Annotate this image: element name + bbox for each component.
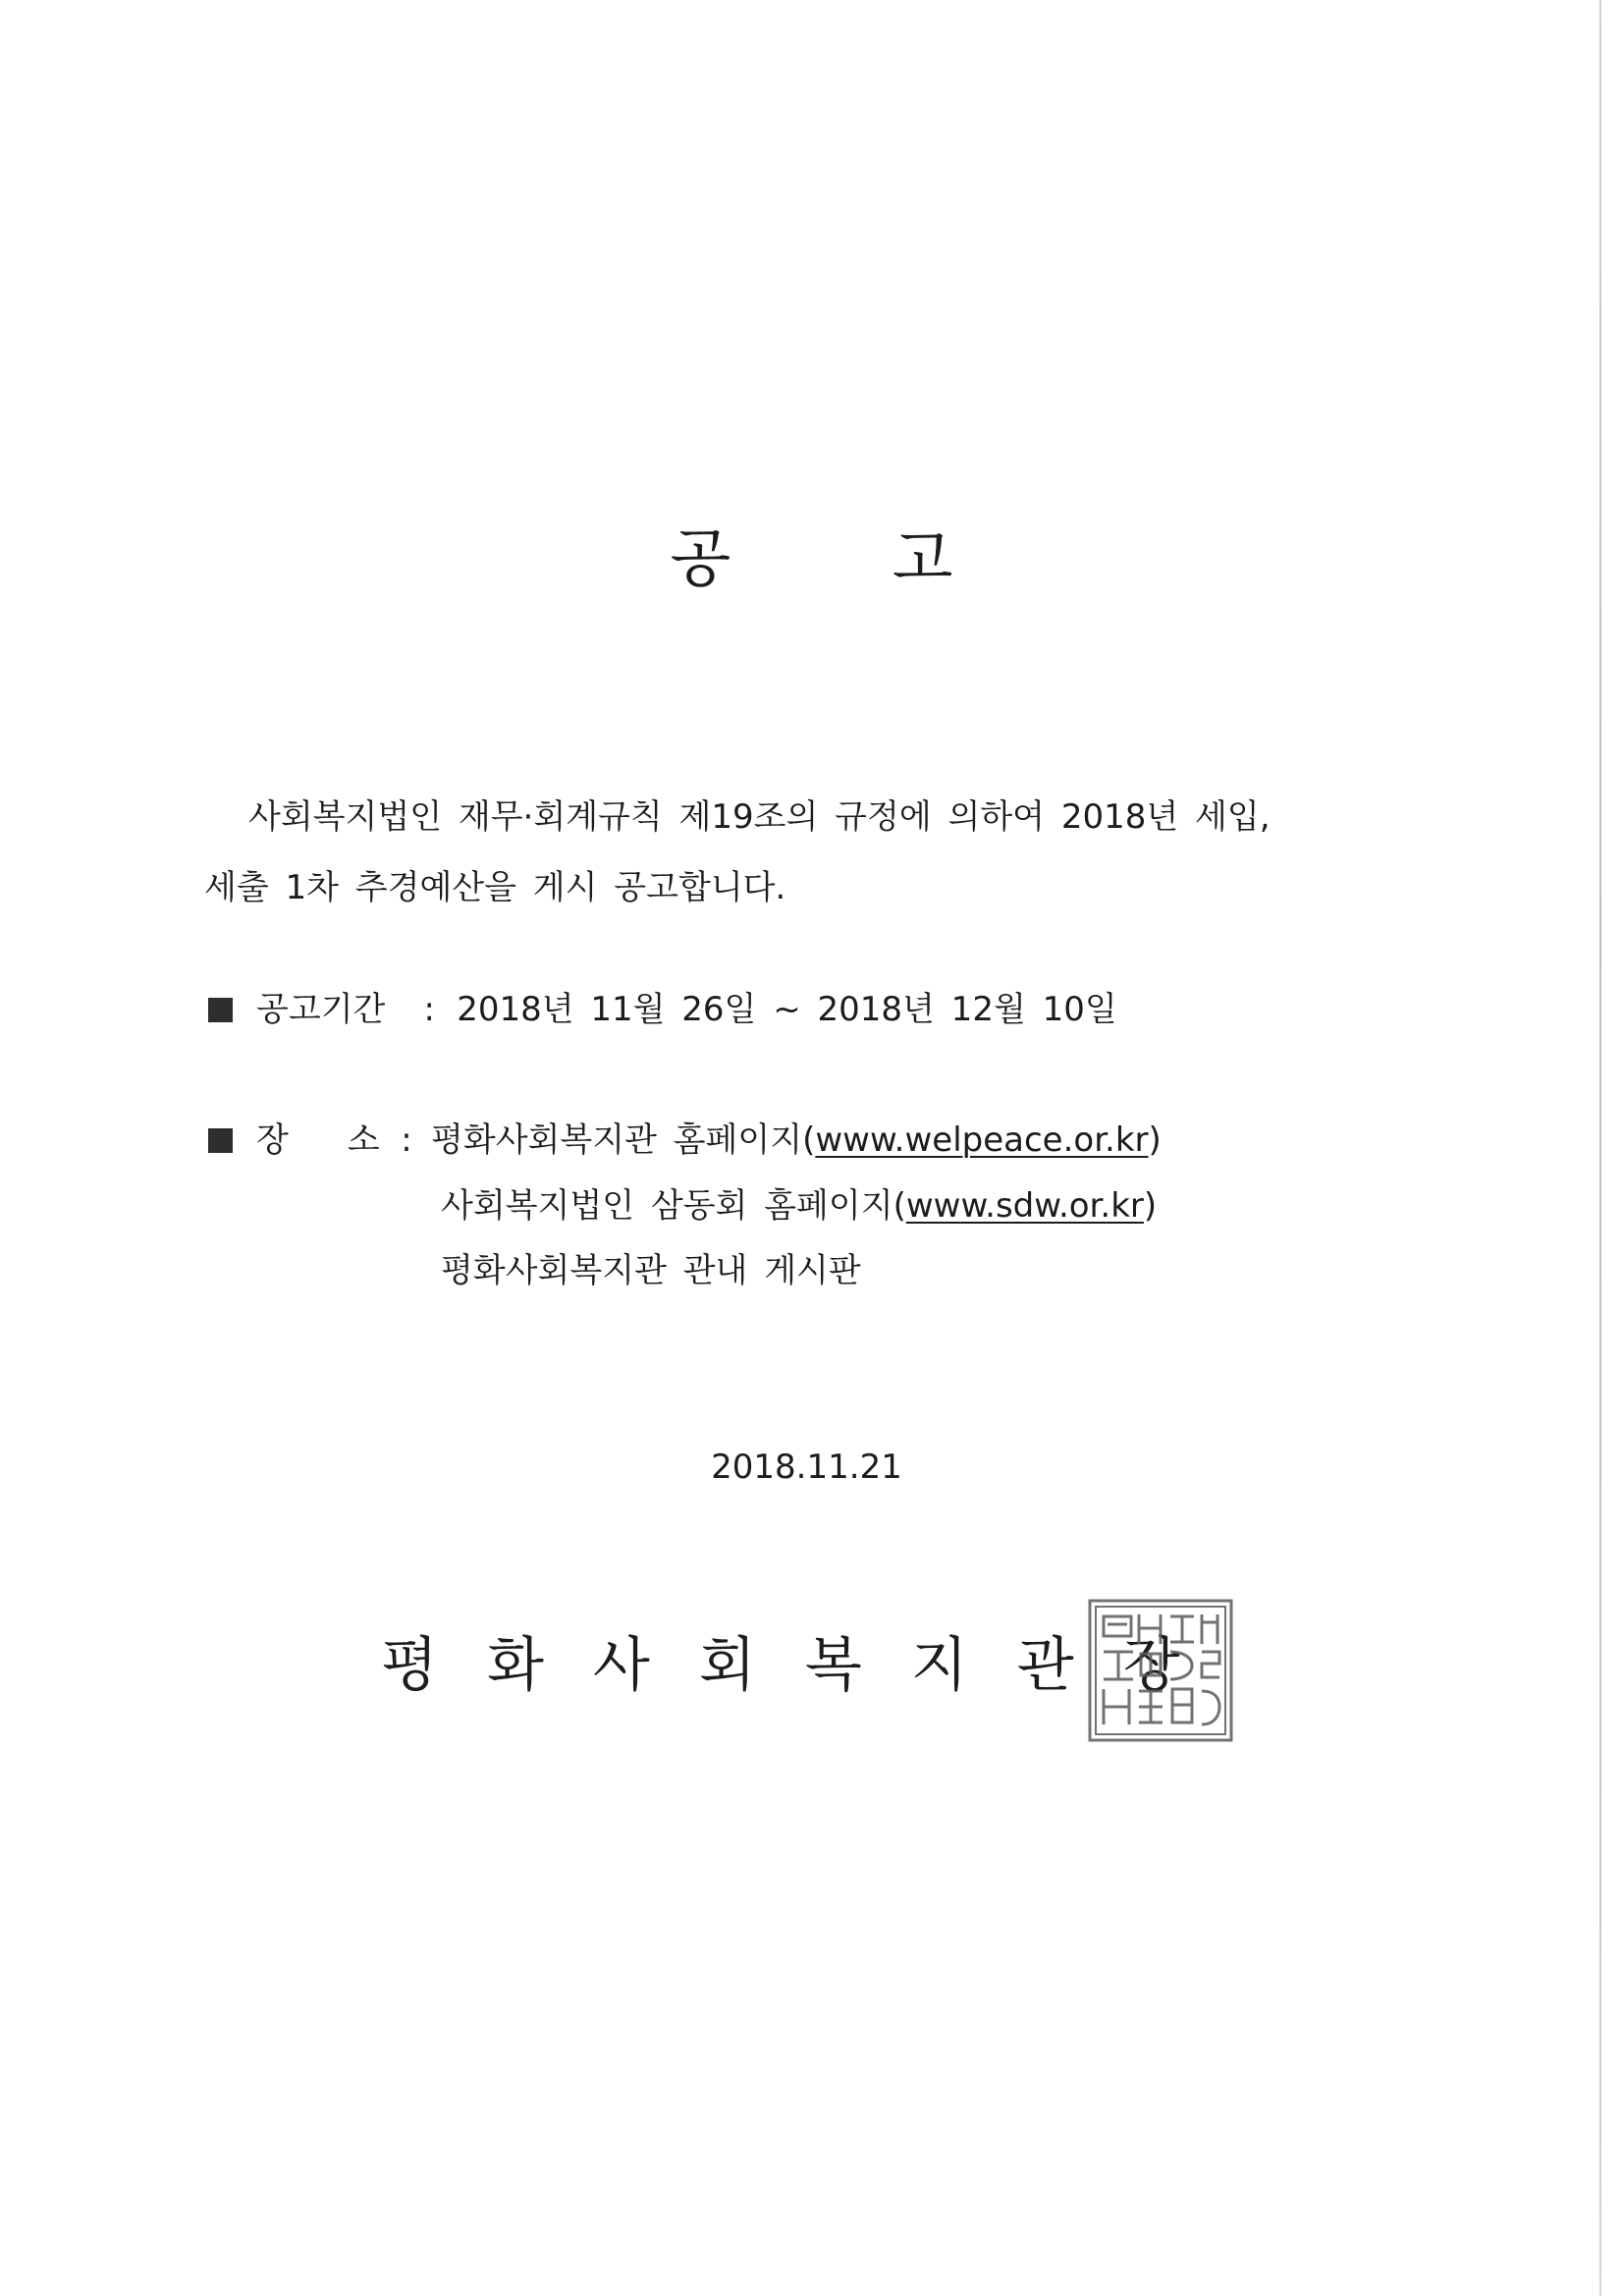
place-3-line: [441, 1247, 861, 1294]
place-label-char-1: 장: [256, 1121, 289, 1160]
place-colon: :: [401, 1121, 412, 1160]
place-1-prefix: 평화사회복지관 홈페이지(: [431, 1121, 816, 1160]
period-value: 2018년 11월 26일 ~ 2018년 12월 10일: [457, 990, 1117, 1029]
place-2-suffix: ): [1143, 1186, 1158, 1226]
place-1-url-link[interactable]: www.welpeace.or.kr: [815, 1121, 1149, 1160]
signature-name: 평화사회복지관장: [381, 1631, 1229, 1700]
notice-body-line-1: 사회복지법인 재무·회계규칙 제19조의 규정에 의하여 2018년 세입,: [248, 797, 1271, 837]
official-seal-icon: [1086, 1597, 1235, 1744]
notice-date: [0, 1444, 1623, 1491]
notice-date-text: 2018.11.21: [711, 1448, 902, 1487]
place-2-prefix: 사회복지법인 삼동회 홈페이지(: [441, 1186, 906, 1226]
place-2-line: [441, 1182, 1157, 1230]
place-label-char-2: 소: [347, 1121, 380, 1160]
notice-period-row: [208, 986, 1117, 1033]
place-label: [256, 1117, 382, 1164]
notice-body-line-2: 세출 1차 추경예산을 게시 공고합니다.: [204, 868, 786, 907]
period-colon: :: [423, 990, 435, 1029]
scan-edge-line: [1599, 0, 1601, 2296]
square-bullet-icon: [208, 998, 233, 1022]
square-bullet-icon: [208, 1128, 233, 1153]
place-2-url-link[interactable]: www.sdw.or.kr: [905, 1186, 1144, 1226]
notice-body: [204, 782, 1402, 923]
place-1-suffix: ): [1148, 1121, 1162, 1160]
notice-title: 공 고: [670, 523, 1024, 596]
notice-place-row: [208, 1117, 1162, 1164]
period-label: 공고기간: [256, 990, 386, 1029]
place-3-text: 평화사회복지관 관내 게시판: [441, 1251, 861, 1290]
